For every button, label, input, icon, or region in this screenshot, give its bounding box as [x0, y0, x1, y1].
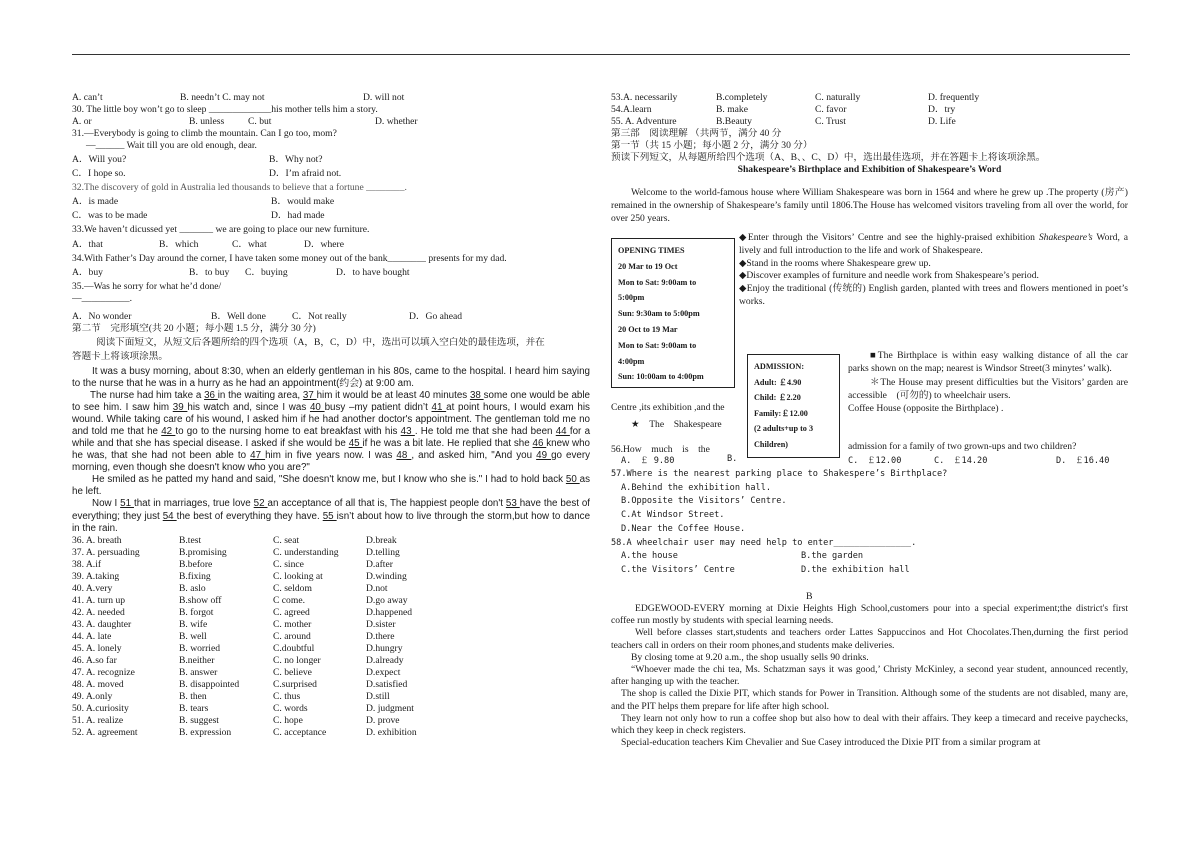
cloze-option: C.surprised: [273, 679, 317, 691]
q58-options-row2: C.the Visitors’ Centre D.the exhibition hall: [621, 564, 910, 575]
cloze-option: B.promising: [179, 546, 227, 558]
passage-b-label: B: [806, 591, 813, 602]
cloze-option: C. favor: [815, 104, 847, 116]
cloze-option-row: [72, 595, 590, 607]
passage-b-paragraph: Special-education teachers Kim Chevalier and Sue Casey introduced the Dixie PIT from a similar program at: [621, 737, 1041, 749]
cloze-option: 41. A. turn up: [72, 594, 126, 606]
cloze-option: B. answer: [179, 667, 218, 679]
cloze-option: D.after: [366, 558, 393, 570]
cloze-option: B. disappointed: [179, 679, 240, 691]
cloze-option: D. prove: [366, 715, 400, 727]
opening-times-line: OPENING TIMES: [618, 246, 685, 255]
cloze-option: B.completely: [716, 92, 768, 103]
blank-47: 47: [250, 450, 266, 462]
cloze-option: C. understanding: [273, 546, 339, 558]
blank-36: 36: [204, 390, 218, 402]
cloze-option: D.go away: [366, 594, 408, 606]
cloze-option: C. words: [273, 703, 308, 715]
passage-a-title: Shakespeare’s Birthplace and Exhibition of Shakespeare’s Word: [737, 164, 1002, 176]
cloze-option: D. exhibition: [366, 727, 417, 739]
q32-options-row2: C．was to be made D．had made: [72, 210, 325, 222]
blank-50: 50: [565, 474, 580, 486]
cloze-option: 45. A. lonely: [72, 643, 122, 655]
passage-b: [611, 603, 1128, 749]
cloze-option: B. well: [179, 630, 207, 642]
cloze-option: C. hope: [273, 715, 303, 727]
opening-times-line: 4:00pm: [618, 356, 645, 366]
cloze-option: 55. A. Adventure: [611, 116, 677, 128]
cloze-option: D.hungry: [366, 643, 403, 655]
cloze-option: 51. A. realize: [72, 715, 124, 727]
cloze-option: D.still: [366, 691, 390, 703]
cloze-option: 49. A.only: [72, 691, 113, 703]
cloze-options-list: [72, 535, 590, 740]
cloze-option-row: [72, 667, 590, 679]
cloze-options-list-continued: [611, 92, 1128, 128]
blank-51: 51: [120, 498, 134, 510]
q32-options-row1: A．is made B．would make: [72, 196, 335, 208]
cloze-option-row: [72, 631, 590, 643]
cloze-option: 52. A. agreement: [72, 727, 138, 739]
cloze-option: C. seldom: [273, 582, 312, 594]
cloze-option: B.fixing: [179, 570, 211, 582]
header-rule: [72, 54, 1130, 55]
opening-times-list: [618, 243, 728, 385]
cloze-option: 50. A.curiosity: [72, 703, 129, 715]
cloze-option: C. around: [273, 630, 311, 642]
cloze-option: D. frequently: [928, 92, 980, 103]
cloze-option: B.test: [179, 534, 202, 546]
cloze-option-row: [72, 619, 590, 631]
cloze-option: 42. A. needed: [72, 606, 125, 618]
cloze-option: B. forgot: [179, 606, 214, 618]
cloze-option-row: [72, 679, 590, 691]
blank-46: 46: [532, 438, 547, 450]
cloze-option: D.satisfied: [366, 679, 408, 691]
q30-options: A. or B. unless C. but D. whether: [72, 116, 418, 128]
admission-line: Family:￡12.00: [754, 408, 808, 418]
feature-furniture: ◆Discover examples of furniture and needle work from Shakespeare’s period.: [739, 270, 1039, 282]
cloze-option: B. worried: [179, 643, 221, 655]
cloze-option-row: [72, 607, 590, 619]
cloze-option: 36. A. breath: [72, 534, 122, 546]
q58-stem: 58.A wheelchair user may need help to enter_______________.: [611, 537, 917, 548]
cloze-option-row: [72, 559, 590, 571]
cloze-option: D.telling: [366, 546, 400, 558]
admission-list: [754, 359, 833, 453]
passage-b-paragraph: EDGEWOOD-EVERY morning at Dixie Heights High School,customers pour into a special experiment;the district's first coffee run mostly by students with special learning needs.: [611, 603, 1128, 627]
birthplace-note: ■The Birthplace is within easy walking distance of all the car parks shown on the map; nearest is Windsor Street(3 minytes’ walk).: [848, 350, 1128, 374]
q31-options-row2: C．I hope so. D．I’m afraid not.: [72, 168, 342, 180]
cloze-option: 39. A.taking: [72, 570, 120, 582]
blank-54: 54: [162, 510, 177, 522]
cloze-option: 53.A. necessarily: [611, 92, 678, 103]
opening-times-line: 20 Oct to 19 Mar: [618, 324, 678, 334]
cloze-option-row: [611, 104, 1128, 116]
admission-line: (2 adults+up to 3: [754, 424, 814, 434]
blank-38: 38: [469, 390, 484, 402]
cloze-option: C. mother: [273, 618, 312, 630]
coffee-house-note: Coffee House (opposite the Birthplace) .: [848, 402, 1004, 414]
cloze-option: C. looking at: [273, 570, 323, 582]
blank-41: 41: [431, 402, 447, 414]
cloze-option: 54.A.learn: [611, 104, 652, 116]
blank-49: 49: [536, 450, 552, 462]
cloze-option: B. make: [716, 104, 748, 116]
passage-a-intro: Welcome to the world-famous house where William Shakespeare was born in 1564 and where he grew up .The property (房产) remained in the ownership of Shakespeare’s family until 1806.The House has welcomed visitors traveling from all over the world, for over 250 years.: [611, 187, 1128, 225]
cloze-option-row: [72, 643, 590, 655]
cloze-option: C.doubtful: [273, 643, 315, 655]
admission-line: Children): [754, 439, 788, 449]
access-note: ＊The House may present difficulties but the Visitors’ garden are accessible (可勿的) to wheelchair users.: [848, 377, 1128, 402]
cloze-option-row: [72, 727, 590, 739]
q34-stem: 34.With Father’s Day around the corner, I have taken some money out of the bank________ presents for my dad.: [72, 252, 507, 264]
cloze-option: C come.: [273, 594, 305, 606]
cloze-option: D．try: [928, 104, 956, 116]
cloze-option: D.break: [366, 534, 397, 546]
passage-b-paragraph: Well before classes start,students and teachers order Lattes Sappuccinos and Hot Chocolates.Then,durning the first period teachers call in orders on their room phones,and students make deliveries.: [611, 627, 1128, 651]
cloze-option-row: [72, 547, 590, 559]
q32-stem: 32.The discovery of gold in Australia led thousands to believe that a fortune ________.: [72, 182, 407, 194]
cloze-option: C. agreed: [273, 606, 310, 618]
cloze-option: D.there: [366, 630, 395, 642]
opening-times-line: Sun: 9:30am to 5:00pm: [618, 309, 700, 319]
cloze-option: 38. A.if: [72, 558, 102, 570]
cloze-option: B.neither: [179, 655, 215, 667]
blank-55: 55: [322, 510, 337, 522]
admission-box: [747, 354, 840, 458]
cloze-option: 43. A. daughter: [72, 618, 132, 630]
passage-b-paragraph: The shop is called the Dixie PIT, which stands for Power in Transition. Although some of the students are not disabled, many are, and the PIT helps them prepare for life after high school.: [611, 688, 1128, 712]
cloze-paragraph-4: Now I 51 that in marriages, true love 52 an acceptance of all that is, The happiest people don't 53 have the best of everything; they just 54 the best of everything they have. 55 isn’t about how to live through the storm,but how to dance in the rain.: [72, 498, 591, 534]
visitor-notes: [848, 350, 1128, 416]
cloze-option: 37. A. persuading: [72, 546, 140, 558]
section2-instructions-cont: 答题卡上将该项涂黑。: [72, 350, 168, 362]
cloze-option: D.winding: [366, 570, 407, 582]
star-fragment: ★ The Shakespeare: [631, 419, 722, 430]
blank-48: 48: [396, 450, 412, 462]
q35-stem: 35.—Was he sorry for what he’d done/: [72, 280, 222, 292]
cloze-option: D. Life: [928, 116, 956, 128]
cloze-option: C. since: [273, 558, 304, 570]
cloze-option: B. suggest: [179, 715, 219, 727]
admission-line: Adult: ￡4.90: [754, 377, 802, 387]
q34-options: A．buy B．to buy C．buying D．to have bought: [72, 266, 410, 278]
cloze-option: D. judgment: [366, 703, 414, 715]
blank-43: 43: [400, 426, 415, 438]
feature-rooms: ◆Stand in the rooms where Shakespeare grew up.: [739, 257, 931, 269]
cloze-option-row: [72, 703, 590, 715]
cloze-option: 40. A.very: [72, 582, 113, 594]
q30-stem: 30. The little boy won’t go to sleep _____________his mother tells him a story.: [72, 104, 378, 116]
q56-stem-end: admission for a family of two grown-ups and two children?: [848, 441, 1077, 452]
cloze-option: B.show off: [179, 594, 222, 606]
opening-times-line: Sun: 10:00am to 4:00pm: [618, 372, 704, 382]
cloze-option: C. naturally: [815, 92, 861, 103]
features-list: [739, 232, 1128, 309]
cloze-option-row: [72, 655, 590, 667]
q57-stem: 57.Where is the nearest parking place to Shakespere’s Birthplace?: [611, 469, 948, 479]
cloze-option: D.not: [366, 582, 388, 594]
admission-line: ADMISSION:: [754, 362, 805, 371]
cloze-option-row: [72, 715, 590, 727]
right-column: [611, 92, 1128, 225]
cloze-option: B. tears: [179, 703, 209, 715]
blank-44: 44: [555, 426, 570, 438]
q57-option-c: C.At Windsor Street.: [621, 510, 725, 521]
cloze-paragraph-3: He smiled as he patted my hand and said, "She doesn't know me, but I know who she is." I had to hold back 50 as he left.: [72, 474, 591, 498]
cloze-paragraph-2: The nurse had him take a 36 in the waiting area, 37 him it would be at least 40 minutes 38 some one would be able to see him. I saw him 39 his watch and, since I was 40 busy –my patient didn’t 41 at point hours, I would exam his wound. While taking care of his wound, I asked him if he had another doctor's appointment. The gentleman told me no and told me that he 42 to go to the nursing home to eat breakfast with his 43 . He told me that she had been 44 for a while and that she has special disease. I asked if she would be 45 if he was a bit late. He replied that she 46 knew who he was, that she had not been able to 47 him in five years now. I was 48 , and asked him, "And you 49 go every morning, even though she doesn't know who you are?": [72, 390, 591, 474]
centre-fragment: Centre ,its exhibition ,and the: [611, 402, 725, 413]
left-column: [72, 92, 590, 739]
cloze-option: C. believe: [273, 667, 312, 679]
cloze-option-row: [72, 691, 590, 703]
opening-times-box: [611, 238, 735, 388]
section3-part1: 第一节（共 15 小题；每小题 2 分，满分 30 分）: [611, 140, 813, 152]
cloze-option-row: [72, 583, 590, 595]
q57-option-b: B.Opposite the Visitors’ Centre.: [621, 496, 787, 507]
q35-options: A．No wonder B．Well done C．Not really D．Go ahead: [72, 310, 463, 322]
q56-option-a: A. ￡ 9.80: [621, 456, 675, 466]
blank-39: 39: [172, 402, 188, 414]
blank-45: 45: [348, 438, 363, 450]
feature-exhibition: ◆Enter through the Visitors’ Centre and see the highly-praised exhibition Shakespeare’s Word, a lively and full introduction to the life and work of Shakespeare.: [739, 232, 1128, 256]
blank-40: 40: [309, 402, 325, 414]
passage-b-paragraph: By closing tome at 9.20 a.m., the shop usually sells 90 drinks.: [631, 651, 869, 663]
opening-times-line: Mon to Sat: 9:00am to: [618, 340, 697, 350]
opening-times-line: 20 Mar to 19 Oct: [618, 261, 678, 271]
cloze-option: 48. A. moved: [72, 679, 124, 691]
cloze-option: B.Beauty: [716, 116, 752, 128]
cloze-option: B. aslo: [179, 582, 206, 594]
cloze-option-row: [72, 535, 590, 547]
cloze-option: B. wife: [179, 618, 208, 630]
cloze-option: D.already: [366, 655, 404, 667]
cloze-option: C. acceptance: [273, 727, 327, 739]
cloze-option-row: [72, 571, 590, 583]
q56-option-b-value: C. ￡12.00: [848, 456, 902, 466]
blank-53: 53: [505, 498, 520, 510]
blank-37: 37: [302, 390, 317, 402]
cloze-option: B. expression: [179, 727, 232, 739]
q56-option-c: C. ￡14.20: [934, 456, 988, 466]
admission-line: Child: ￡2.20: [754, 393, 801, 403]
cloze-option: C. seat: [273, 534, 300, 546]
section3-instructions: 预读下列短文，从每题所给四个选项（A、B、、C、D）中，选出最佳选项，并在答题卡上将该项涂黑。: [611, 152, 1046, 164]
blank-42: 42: [161, 426, 176, 438]
opening-times-line: 5:00pm: [618, 293, 645, 303]
q56-option-d: D. ￡16.40: [1056, 456, 1110, 466]
q31-reply: —______ Wait till you are old enough, dear.: [86, 140, 257, 152]
cloze-option: C. Trust: [815, 116, 846, 128]
q57-option-d: D.Near the Coffee House.: [621, 523, 746, 534]
section3-title: 第三部 阅读理解 （共两节，满分 40 分: [611, 128, 782, 140]
cloze-option-row: [611, 116, 1128, 128]
questions-57-58: [611, 468, 1128, 578]
q58-options-row1: A.the house B.the garden: [621, 551, 864, 562]
passage-b-paragraph: “Whoever made the chi tea, Ms. Schatzman says it was good,’ Christy McKinley, a second year student, announced recently, after hanging up with the teacher.: [611, 664, 1128, 688]
cloze-option: B. then: [179, 691, 207, 703]
opening-times-line: Mon to Sat: 9:00am to: [618, 277, 697, 287]
q31-options-row1: A．Will you? B．Why not?: [72, 154, 323, 166]
q35-reply: —__________.: [72, 292, 132, 304]
cloze-paragraph-1: It was a busy morning, about 8:30, when an elderly gentleman in his 80s, came to the hospital. I heard him saying to the nurse that he was in a hurry as he had an appointment(约会) at 9:00 am.: [72, 365, 590, 389]
blank-52: 52: [253, 498, 268, 510]
cloze-option: C. thus: [273, 691, 301, 703]
section2-instructions: 阅读下面短文，从短文后各题所给的四个选项（A，B，C，D）中，选出可以填入空白处的最佳选项，并在: [96, 336, 545, 348]
q33-options: A．that B．which C．what D．where: [72, 238, 344, 250]
feature-garden: ◆Enjoy the traditional (传统的) English garden, planted with trees and flowers mentioned in poet’s works.: [739, 283, 1128, 307]
cloze-option: 44. A. late: [72, 630, 112, 642]
q56-option-b: B.: [727, 454, 738, 464]
section2-title: 第二节 完形填空(共 20 小题；每小题 1.5 分，满分 30 分): [72, 322, 316, 334]
cloze-option: B.before: [179, 558, 213, 570]
passage-b-paragraph: They learn not only how to run a coffee shop but also how to deal with their affairs. They keep a timecard and receive paychecks, which they keep in check registers.: [611, 712, 1128, 737]
cloze-option: 47. A. recognize: [72, 667, 135, 679]
cloze-option: D.expect: [366, 667, 401, 679]
cloze-option: D.happened: [366, 606, 413, 618]
q33-stem: 33.We haven’t dicussed yet _______ we are going to place our new furniture.: [72, 224, 370, 236]
cloze-option: D.sister: [366, 618, 396, 630]
q31-stem: 31.—Everybody is going to climb the mountain. Can I go too, mom?: [72, 128, 337, 140]
q56-fragment: 56.How much is the: [611, 444, 710, 455]
cloze-option-row: [611, 92, 1128, 104]
q29-options: A. can’t B. needn’t C. may not D. will not: [72, 92, 405, 103]
q57-option-a: A.Behind the exhibition hall.: [621, 482, 772, 493]
cloze-option: C. no longer: [273, 655, 321, 667]
cloze-option: 46. A.so far: [72, 655, 117, 667]
